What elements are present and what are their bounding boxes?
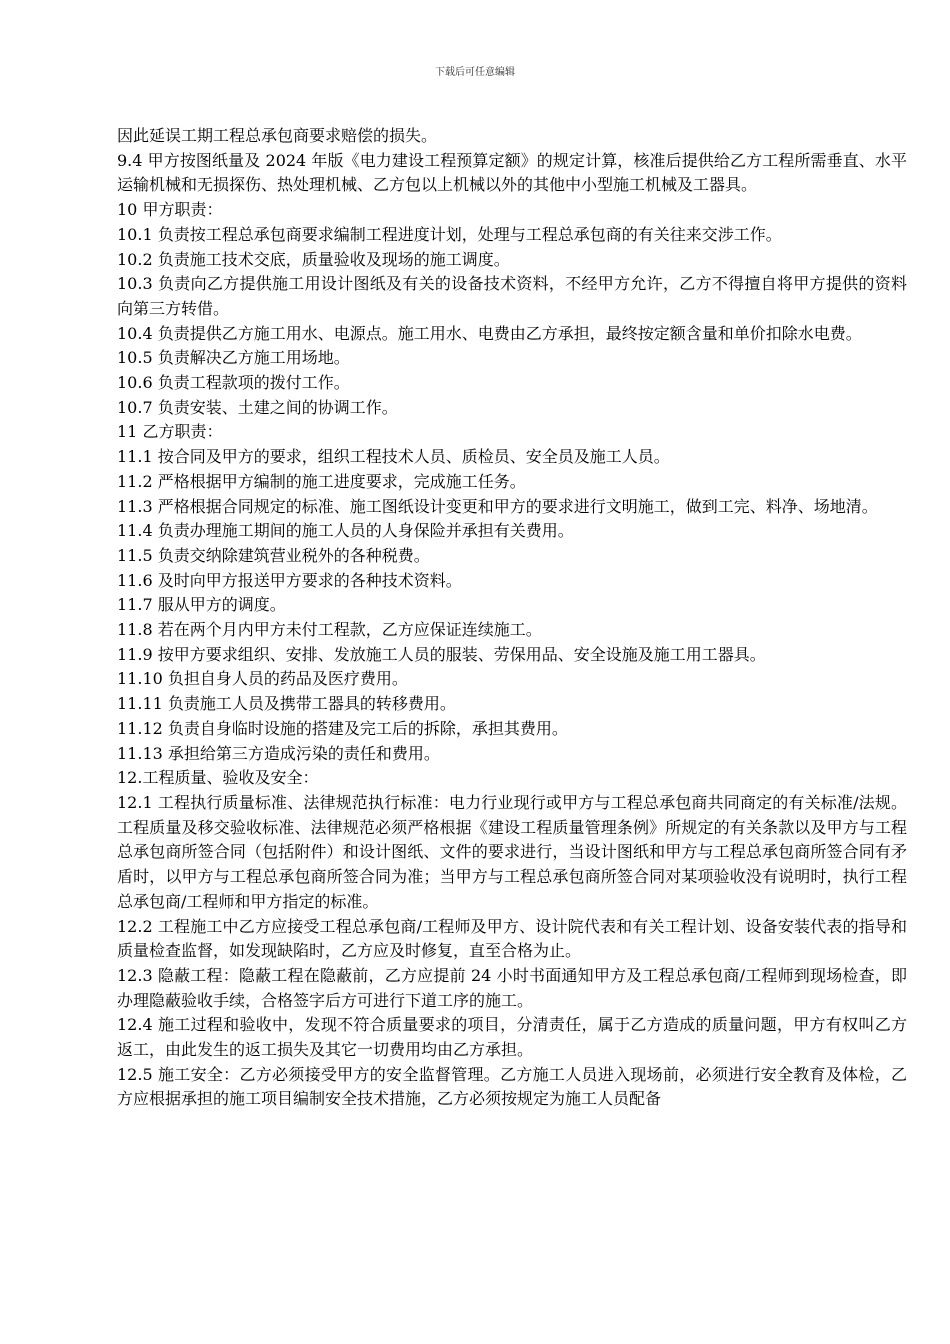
paragraph: 11.11 负责施工人员及携带工器具的转移费用。 <box>117 694 456 714</box>
paragraph: 12.3 隐蔽工程：隐蔽工程在隐蔽前，乙方应提前 24 小时书面通知甲方及工程总承包商/工程师到现场检查，即办理隐蔽验收手续，合格签字后方可进行下道工序的施工。 <box>117 965 907 1010</box>
paragraph: 11.4 负责办理施工期间的施工人员的人身保险并承担有关费用。 <box>117 521 574 541</box>
paragraph: 因此延误工期工程总承包商要求赔偿的损失。 <box>117 126 438 145</box>
paragraph: 11.10 负担自身人员的药品及医疗费用。 <box>117 669 408 689</box>
paragraph: 11.2 严格根据甲方编制的施工进度要求，完成施工任务。 <box>117 471 526 491</box>
paragraph: 10.4 负责提供乙方施工用水、电源点。施工用水、电费由乙方承担，最终按定额含量和单价扣除水电费。 <box>117 323 862 343</box>
paragraph: 10.2 负责施工技术交底，质量验收及现场的施工调度。 <box>117 249 510 269</box>
paragraph: 11.8 若在两个月内甲方未付工程款，乙方应保证连续施工。 <box>117 620 542 640</box>
paragraph: 11.13 承担给第三方造成污染的责任和费用。 <box>117 743 440 763</box>
paragraph: 11.3 严格根据合同规定的标准、施工图纸设计变更和甲方的要求进行文明施工，做到工完、料净、场地清。 <box>117 496 878 516</box>
page-header: 下载后可任意编辑 <box>435 67 515 78</box>
paragraph: 11.6 及时向甲方报送甲方要求的各种技术资料。 <box>117 570 462 590</box>
paragraph: 12.4 施工过程和验收中，发现不符合质量要求的项目，分清责任，属于乙方造成的质量问题，甲方有权叫乙方返工，由此发生的返工损失及其它一切费用均由乙方承担。 <box>117 1015 907 1060</box>
paragraph: 11.7 服从甲方的调度。 <box>117 595 286 615</box>
paragraph: 12.工程质量、验收及安全： <box>117 768 319 788</box>
paragraph: 12.5 施工安全：乙方必须接受甲方的安全监督管理。乙方施工人员进入现场前，必须进行安全教育及体检，乙方应根据承担的施工项目编制安全技术措施，乙方必须按规定为施工人员配备 <box>117 1064 907 1109</box>
paragraph: 12.2 工程施工中乙方应接受工程总承包商/工程师及甲方、设计院代表和有关工程计划、设备安装代表的指导和质量检查监督，如发现缺陷时，乙方应及时修复，直至合格为止。 <box>117 916 907 961</box>
paragraph: 10 甲方职责： <box>117 200 223 220</box>
paragraph: 10.6 负责工程款项的拨付工作。 <box>117 373 350 393</box>
paragraph: 11.1 按合同及甲方的要求，组织工程技术人员、质检员、安全员及施工人员。 <box>117 447 670 467</box>
document-body <box>117 124 907 1112</box>
paragraph: 10.5 负责解决乙方施工用场地。 <box>117 348 350 368</box>
paragraph: 10.7 负责安装、土建之间的协调工作。 <box>117 397 398 417</box>
paragraph: 9.4 甲方按图纸量及 2024 年版《电力建设工程预算定额》的规定计算，核准后提供给乙方工程所需垂直、水平运输机械和无损探伤、热处理机械、乙方包以上机械以外的其他中小型施工机械及工器具。 <box>117 150 907 195</box>
paragraph: 11.12 负责自身临时设施的搭建及完工后的拆除，承担其费用。 <box>117 718 568 738</box>
paragraph: 11 乙方职责： <box>117 422 223 442</box>
paragraph: 10.3 负责向乙方提供施工用设计图纸及有关的设备技术资料，不经甲方允许，乙方不得擅自将甲方提供的资料向第三方转借。 <box>117 274 907 318</box>
paragraph: 10.1 负责按工程总承包商要求编制工程进度计划，处理与工程总承包商的有关往来交涉工作。 <box>117 224 782 244</box>
paragraph: 11.5 负责交纳除建筑营业税外的各种税费。 <box>117 545 430 565</box>
paragraph: 12.1 工程执行质量标准、法律规范执行标准：电力行业现行或甲方与工程总承包商共同商定的有关标准/法规。工程质量及移交验收标准、法律规范必须严格根据《建设工程质量管理条例》所规定的有关条款以及甲方与工程总承包商所签合同（包括附件）和设计图纸、文件的要求进行，当设计图纸和甲方与工程总承包商所签合同有矛盾时，以甲方与工程总承包商所签合同为准；当甲方与工程总承包商所签合同对某项验收没有说明时，执行工程总承包商/工程师和甲方指定的标准。 <box>117 792 907 911</box>
paragraph: 11.9 按甲方要求组织、安排、发放施工人员的服装、劳保用品、安全设施及施工用工器具。 <box>117 644 766 664</box>
